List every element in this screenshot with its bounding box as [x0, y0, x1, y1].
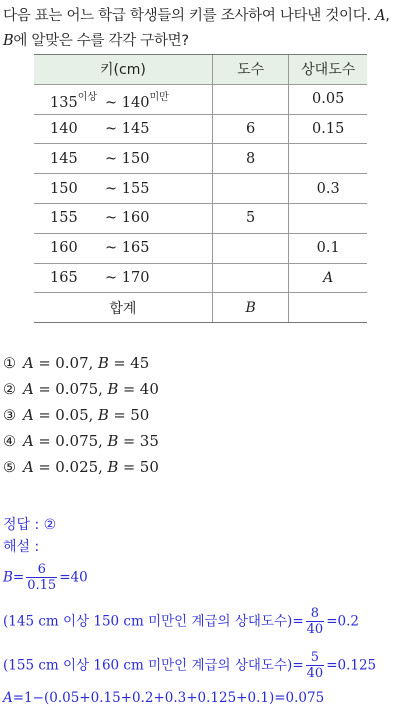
- class-range: $135^{이상}$ ~ $140^{미만}$: [34, 84, 212, 114]
- option-marker: ⑤: [3, 460, 16, 476]
- total-frequency: B: [212, 293, 289, 323]
- frequency-cell: 8: [212, 144, 289, 174]
- relative-frequency-cell: 0.15: [289, 114, 367, 144]
- table-row: [34, 203, 367, 233]
- frequency-cell: [212, 263, 289, 293]
- answer-options: [3, 350, 159, 480]
- var-b: B: [3, 33, 14, 49]
- total-relative-frequency: [289, 293, 367, 323]
- option-4[interactable]: ④ A = 0.075, B = 35: [3, 428, 159, 454]
- question-line1: 다음 표는 어느 학급 학생들의 키를 조사하여 나타낸 것이다.: [3, 8, 371, 24]
- var-a: A: [375, 8, 386, 24]
- explanation-line-3: (155 cm 이상 160 cm 미만인 계급의 상대도수)= $\frac{5}{40}$ =0.125: [3, 650, 377, 681]
- explanation-label: 해설 :: [3, 539, 40, 555]
- table-total-row: [34, 293, 367, 323]
- fraction: $\frac{5}{40}$: [306, 650, 324, 681]
- class-range: 160 ~ 165: [34, 233, 212, 263]
- relative-frequency-cell: 0.3: [289, 174, 367, 204]
- table-header-row: [34, 55, 367, 85]
- frequency-cell: [212, 233, 289, 263]
- question-text: [3, 4, 397, 54]
- answer-line: [3, 514, 56, 534]
- answer-label: 정답 :: [3, 517, 40, 533]
- option-1[interactable]: ① A = 0.07, B = 45: [3, 350, 159, 376]
- frequency-cell: 6: [212, 114, 289, 144]
- total-label: 합계: [34, 293, 212, 323]
- option-5[interactable]: ⑤ A = 0.025, B = 50: [3, 454, 159, 480]
- class-range: 155 ~ 160: [34, 203, 212, 233]
- fraction: $\frac{8}{40}$: [306, 606, 324, 637]
- header-relative-frequency: 상대도수: [289, 55, 367, 85]
- relative-frequency-cell: 0.05: [289, 84, 367, 114]
- explanation-line-4: A=1−(0.05+0.15+0.2+0.3+0.125+0.1)=0.075: [3, 690, 325, 706]
- frequency-cell: [212, 174, 289, 204]
- option-2[interactable]: ② A = 0.075, B = 40: [3, 376, 159, 402]
- frequency-cell: 5: [212, 203, 289, 233]
- relative-frequency-cell: [289, 144, 367, 174]
- question-line2: 에 알맞은 수를 각각 구하면?: [13, 33, 189, 49]
- relative-frequency-cell: [289, 203, 367, 233]
- header-frequency: 도수: [212, 55, 289, 85]
- table-row: [34, 84, 367, 114]
- class-range: 140 ~ 145: [34, 114, 212, 144]
- answer-value: ②: [43, 517, 57, 533]
- option-3[interactable]: ③ A = 0.05, B = 50: [3, 402, 159, 428]
- option-marker: ②: [3, 382, 16, 398]
- table-row: [34, 144, 367, 174]
- frequency-table: [34, 54, 367, 323]
- relative-frequency-cell: 0.1: [289, 233, 367, 263]
- table-row: [34, 174, 367, 204]
- class-range: 165 ~ 170: [34, 263, 212, 293]
- option-marker: ④: [3, 434, 16, 450]
- explanation-line-1: B= $\frac{6}{0.15}$ =40: [3, 562, 88, 593]
- relative-frequency-cell: A: [289, 263, 367, 293]
- comma: ,: [385, 8, 390, 24]
- option-marker: ③: [3, 408, 16, 424]
- table-row: [34, 233, 367, 263]
- header-height: 키(cm): [34, 55, 212, 85]
- option-marker: ①: [3, 356, 16, 372]
- table-row: [34, 263, 367, 293]
- fraction: $\frac{6}{0.15}$: [27, 562, 57, 593]
- class-range: 145 ~ 150: [34, 144, 212, 174]
- class-range: 150 ~ 155: [34, 174, 212, 204]
- frequency-cell: [212, 84, 289, 114]
- table-row: [34, 114, 367, 144]
- explanation-line-2: (145 cm 이상 150 cm 미만인 계급의 상대도수)= $\frac{8}{40}$ =0.2: [3, 606, 359, 637]
